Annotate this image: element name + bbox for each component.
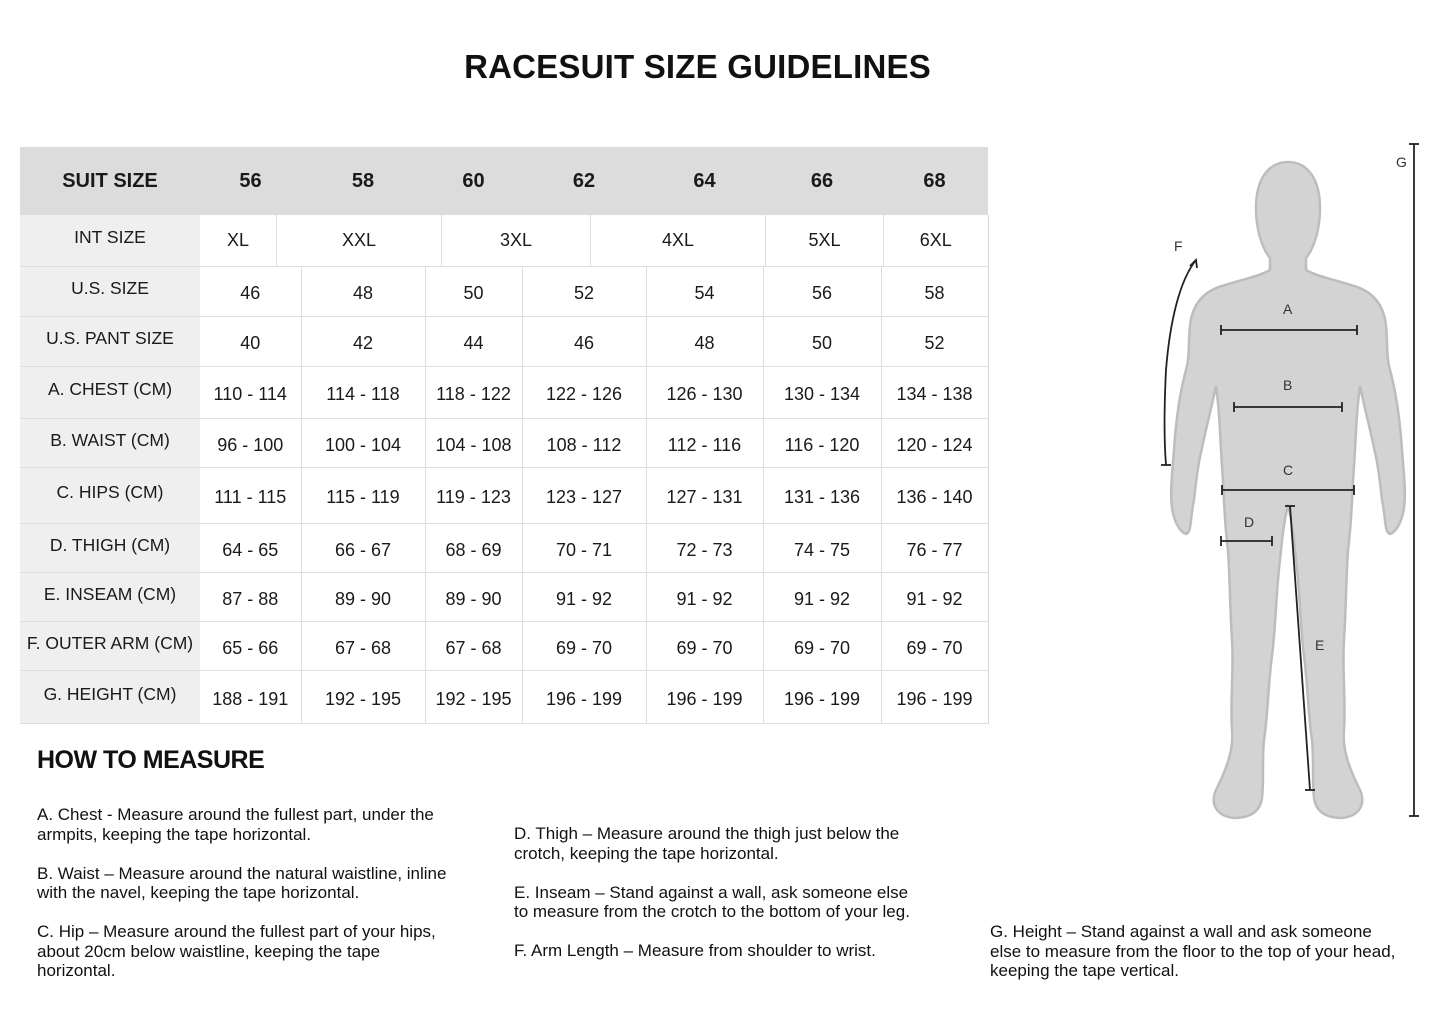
table-cell: 130 - 134 <box>763 367 881 419</box>
row-label: G. HEIGHT (CM) <box>20 671 200 724</box>
instruction-height: G. Height – Stand against a wall and ask someone else to measure from the floor to the top of your head, keeping the tape vertical. <box>990 922 1396 980</box>
label-f: F <box>1174 238 1183 254</box>
table-cell: 119 - 123 <box>425 468 522 524</box>
instruction-thigh: D. Thigh – Measure around the thigh just below the crotch, keeping the tape horizontal. <box>514 824 900 863</box>
table-row <box>20 419 988 468</box>
table-cell: 44 <box>425 317 522 367</box>
int-size-cell: 5XL <box>766 215 884 266</box>
label-c: C <box>1283 462 1294 478</box>
table-cell: 196 - 199 <box>881 671 988 724</box>
table-cell: 89 - 90 <box>425 573 522 622</box>
table-cell: 123 - 127 <box>522 468 646 524</box>
table-cell: 91 - 92 <box>881 573 988 622</box>
table-row <box>20 671 988 724</box>
suit-size-cell: 58 <box>301 147 425 215</box>
page-title: RACESUIT SIZE GUIDELINES <box>464 48 931 85</box>
table-row <box>20 468 988 524</box>
table-cell: 91 - 92 <box>522 573 646 622</box>
table-cell: 192 - 195 <box>425 671 522 724</box>
table-cell: 69 - 70 <box>881 622 988 671</box>
table-cell: 69 - 70 <box>522 622 646 671</box>
table-cell: 118 - 122 <box>425 367 522 419</box>
size-table <box>20 147 989 724</box>
table-cell: 136 - 140 <box>881 468 988 524</box>
table-cell: 115 - 119 <box>301 468 425 524</box>
int-size-row <box>20 215 988 267</box>
int-size-cell: 4XL <box>591 215 766 266</box>
table-cell: 69 - 70 <box>646 622 763 671</box>
table-cell: 196 - 199 <box>763 671 881 724</box>
table-cell: 68 - 69 <box>425 524 522 573</box>
table-cell: 67 - 68 <box>301 622 425 671</box>
suit-size-header: SUIT SIZE <box>20 147 200 215</box>
table-cell: 69 - 70 <box>763 622 881 671</box>
table-cell: 112 - 116 <box>646 419 763 468</box>
table-cell: 74 - 75 <box>763 524 881 573</box>
table-cell: 126 - 130 <box>646 367 763 419</box>
table-cell: 111 - 115 <box>200 468 301 524</box>
table-cell: 58 <box>881 267 988 317</box>
suit-size-cell: 56 <box>200 147 301 215</box>
instruction-inseam: E. Inseam – Stand against a wall, ask someone else to measure from the crotch to the bottom of your leg. <box>514 882 910 921</box>
table-cell: 116 - 120 <box>763 419 881 468</box>
row-label: U.S. PANT SIZE <box>20 317 200 367</box>
table-cell: 122 - 126 <box>522 367 646 419</box>
int-size-cell: 3XL <box>442 215 591 266</box>
table-cell: 67 - 68 <box>425 622 522 671</box>
label-d: D <box>1244 514 1255 530</box>
instructions-column-3 <box>990 922 1405 1000</box>
suit-size-cell: 62 <box>522 147 646 215</box>
table-cell: 100 - 104 <box>301 419 425 468</box>
table-cell: 120 - 124 <box>881 419 988 468</box>
instruction-waist: B. Waist – Measure around the natural waistline, inline with the navel, keeping the tape horizontal. <box>37 863 447 902</box>
table-row <box>20 367 988 419</box>
table-row <box>20 317 988 367</box>
table-cell: 64 - 65 <box>200 524 301 573</box>
table-cell: 40 <box>200 317 301 367</box>
table-cell: 50 <box>763 317 881 367</box>
table-cell: 52 <box>881 317 988 367</box>
table-header-row <box>20 147 988 215</box>
row-label: D. THIGH (CM) <box>20 524 200 573</box>
table-cell: 48 <box>301 267 425 317</box>
table-cell: 134 - 138 <box>881 367 988 419</box>
table-cell: 52 <box>522 267 646 317</box>
label-e: E <box>1315 637 1325 653</box>
label-a: A <box>1283 301 1293 317</box>
table-row <box>20 622 988 671</box>
table-cell: 188 - 191 <box>200 671 301 724</box>
table-cell: 72 - 73 <box>646 524 763 573</box>
row-label: B. WAIST (CM) <box>20 419 200 468</box>
table-cell: 96 - 100 <box>200 419 301 468</box>
instruction-arm: F. Arm Length – Measure from shoulder to wrist. <box>514 941 876 960</box>
table-cell: 196 - 199 <box>522 671 646 724</box>
instruction-chest: A. Chest - Measure around the fullest part, under the armpits, keeping the tape horizontal. <box>37 805 434 844</box>
how-to-measure-title: HOW TO MEASURE <box>37 746 265 774</box>
row-label: E. INSEAM (CM) <box>20 573 200 622</box>
table-row <box>20 524 988 573</box>
table-cell: 110 - 114 <box>200 367 301 419</box>
table-row <box>20 573 988 622</box>
instructions-column-1 <box>37 805 457 1000</box>
table-cell: 104 - 108 <box>425 419 522 468</box>
suit-size-cell: 68 <box>881 147 988 215</box>
instruction-hip: C. Hip – Measure around the fullest part of your hips, about 20cm below waistline, keeping the tape horizontal. <box>37 922 436 980</box>
row-label: F. OUTER ARM (CM) <box>20 622 200 671</box>
int-size-cell: 6XL <box>919 230 952 250</box>
label-g: G <box>1396 154 1407 170</box>
table-cell: 66 - 67 <box>301 524 425 573</box>
row-label: A. CHEST (CM) <box>20 367 200 419</box>
table-cell: 42 <box>301 317 425 367</box>
table-cell: 76 - 77 <box>881 524 988 573</box>
suit-size-cell: 64 <box>646 147 763 215</box>
table-cell: 87 - 88 <box>200 573 301 622</box>
row-label: U.S. SIZE <box>20 267 200 317</box>
row-label: C. HIPS (CM) <box>20 468 200 524</box>
table-cell: 192 - 195 <box>301 671 425 724</box>
body-measurement-figure <box>1150 130 1440 830</box>
table-cell: 91 - 92 <box>646 573 763 622</box>
instructions-column-2 <box>514 824 914 980</box>
table-cell: 108 - 112 <box>522 419 646 468</box>
table-cell: 89 - 90 <box>301 573 425 622</box>
row-label: INT SIZE <box>20 215 200 267</box>
table-cell: 48 <box>646 317 763 367</box>
table-cell: 131 - 136 <box>763 468 881 524</box>
table-cell: 70 - 71 <box>522 524 646 573</box>
table-cell: 127 - 131 <box>646 468 763 524</box>
table-cell: 46 <box>200 267 301 317</box>
table-cell: 54 <box>646 267 763 317</box>
table-cell: 65 - 66 <box>200 622 301 671</box>
suit-size-cell: 66 <box>763 147 881 215</box>
table-cell: 114 - 118 <box>301 367 425 419</box>
label-b: B <box>1283 377 1293 393</box>
table-cell: 91 - 92 <box>763 573 881 622</box>
int-size-cells <box>200 215 988 266</box>
table-cell: 46 <box>522 317 646 367</box>
table-cell: 50 <box>425 267 522 317</box>
table-row <box>20 267 988 317</box>
suit-size-cell: 60 <box>425 147 522 215</box>
int-size-cell: XXL <box>277 215 442 266</box>
table-cell: 196 - 199 <box>646 671 763 724</box>
table-cell: 56 <box>763 267 881 317</box>
int-size-cell: XL <box>200 215 277 266</box>
